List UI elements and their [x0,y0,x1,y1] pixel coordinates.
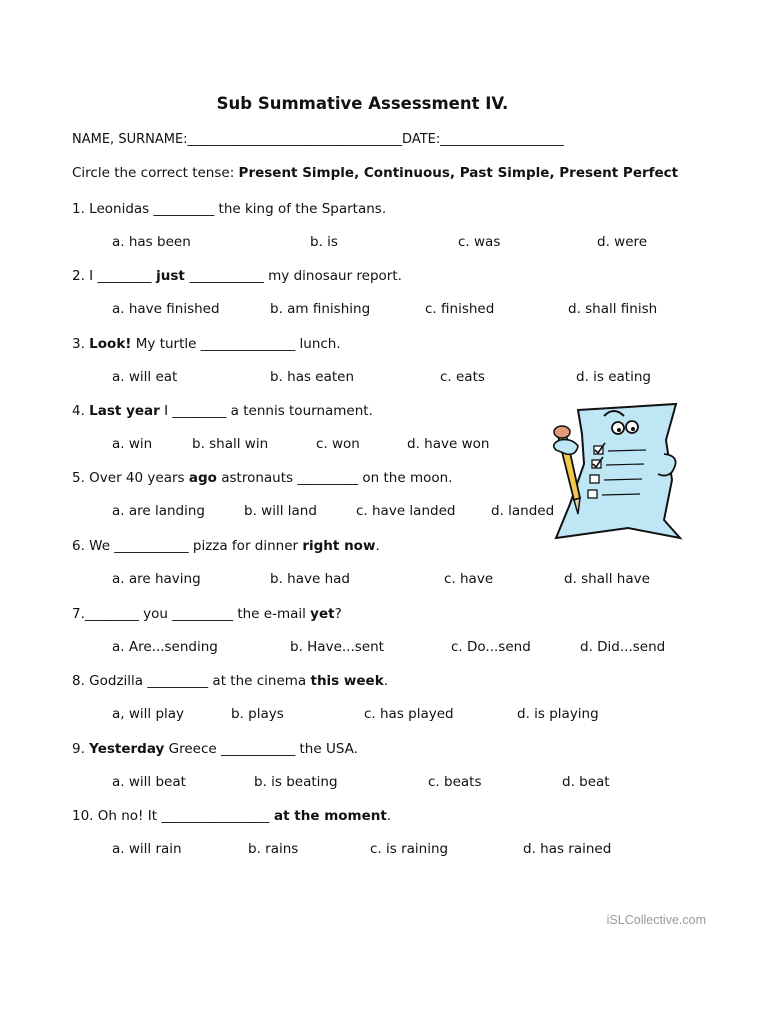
question-text: _________ [297,470,359,486]
question-text: 3. [72,336,90,352]
question-text: ___________ [189,268,264,284]
question-text: the king of the Spartans. [214,201,387,217]
question-text: _________ [153,201,215,217]
question-text: ________ [84,606,139,622]
answer-option-c[interactable]: c. is raining [370,841,449,857]
answer-option-d[interactable]: d. is playing [517,706,599,722]
question-text: 8. Godzilla [72,673,148,689]
question-text: . [375,538,380,554]
question-9 [72,741,358,757]
question-text: Greece [164,741,221,757]
answer-option-b[interactable]: b. plays [231,706,284,722]
answer-option-d[interactable]: d. Did...send [580,639,666,655]
answer-option-d[interactable]: d. shall finish [568,301,658,317]
answer-option-d[interactable]: d. beat [562,774,610,790]
answer-option-a[interactable]: a. Are...sending [112,639,218,655]
answer-option-b[interactable]: b. is [310,234,338,250]
question-text: 9. [72,741,90,757]
question-keyword: ago [188,470,217,486]
question-8 [72,673,388,689]
question-text: My turtle [131,336,201,352]
answer-option-c[interactable]: c. finished [425,301,495,317]
question-text: ________ [97,268,152,284]
question-text: the USA. [295,741,358,757]
answer-option-d[interactable]: d. has rained [523,841,612,857]
answer-option-c[interactable]: c. has played [364,706,454,722]
answer-option-c[interactable]: c. beats [428,774,482,790]
instruction [72,165,678,181]
answer-option-c[interactable]: c. have landed [356,503,456,519]
question-text: I [159,403,173,419]
checklist-paper-character-with-pencil-icon [548,400,690,542]
question-text: pizza for dinner [188,538,303,554]
question-text: ________ [172,403,227,419]
answer-option-a[interactable]: a. are having [112,571,201,587]
question-text: 4. [72,403,90,419]
answer-option-c[interactable]: c. Do...send [451,639,531,655]
name-label: NAME, SURNAME: [72,132,188,147]
question-keyword: right now [302,538,376,554]
date-label: DATE: [402,132,441,147]
date-blank: ___________________ [440,132,564,147]
question-6 [72,538,380,554]
question-text: at the cinema [208,673,311,689]
question-keyword: Last year [89,403,160,419]
question-4 [72,403,373,419]
question-keyword: at the moment [269,808,387,824]
name-blank: _________________________________ [187,132,403,147]
question-text: 2. I [72,268,98,284]
answer-option-b[interactable]: b. have had [270,571,350,587]
answer-option-c[interactable]: c. eats [440,369,485,385]
answer-option-c[interactable]: c. have [444,571,494,587]
question-text: 10. Oh no! It [72,808,162,824]
question-text: 7. [72,606,85,622]
answer-option-b[interactable]: b. is beating [254,774,338,790]
answer-option-a[interactable]: a. will beat [112,774,186,790]
question-text: 1. Leonidas [72,201,154,217]
question-text: 5. Over 40 years [72,470,189,486]
question-keyword: Look! [89,336,132,352]
question-text: astronauts [216,470,298,486]
answer-option-d[interactable]: d. landed [491,503,555,519]
answer-option-a[interactable]: a. win [112,436,153,452]
question-keyword: yet [310,606,335,622]
answer-option-c[interactable]: c. won [316,436,360,452]
answer-option-b[interactable]: b. shall win [192,436,269,452]
answer-option-b[interactable]: b. am finishing [270,301,371,317]
question-text: ? [334,606,342,622]
answer-option-a[interactable]: a. have finished [112,301,220,317]
answer-option-b[interactable]: b. will land [244,503,317,519]
question-text: _________ [172,606,234,622]
question-keyword: this week [310,673,384,689]
answer-option-a[interactable]: a. are landing [112,503,206,519]
instruction-tenses: Present Simple, Continuous, Past Simple, Present Perfect [238,165,679,181]
question-text: ___________ [114,538,189,554]
question-text: my dinosaur report. [263,268,402,284]
question-2 [72,268,402,284]
instruction-prefix: Circle the correct tense: [72,165,239,181]
answer-option-a[interactable]: a. will eat [112,369,178,385]
page-title: Sub Summative Assessment IV. [216,94,509,113]
answer-option-b[interactable]: b. Have...sent [290,639,384,655]
question-keyword: Yesterday [89,741,165,757]
answer-option-a[interactable]: a. has been [112,234,191,250]
question-text: you [138,606,173,622]
question-3 [72,336,341,352]
footer-watermark: iSLCollective.com [606,913,706,927]
question-keyword: just [151,268,190,284]
question-text: _________ [147,673,209,689]
question-text: ________________ [161,808,270,824]
question-text: lunch. [295,336,341,352]
question-7 [72,606,342,622]
question-10 [72,808,391,824]
question-text: 6. We [72,538,115,554]
answer-option-b[interactable]: b. has eaten [270,369,355,385]
answer-option-b[interactable]: b. rains [248,841,299,857]
question-text: . [386,808,392,824]
question-text: the e-mail [233,606,311,622]
answer-option-d[interactable]: d. have won [407,436,490,452]
answer-option-d[interactable]: d. is eating [576,369,651,385]
answer-option-c[interactable]: c. was [458,234,501,250]
question-5 [72,470,452,486]
answer-option-a[interactable]: a. will rain [112,841,182,857]
question-text: a tennis tournament. [226,403,373,419]
question-text: . [383,673,388,689]
answer-option-d[interactable]: d. shall have [564,571,650,587]
question-text: on the moon. [358,470,453,486]
question-1 [72,201,386,217]
answer-option-a[interactable]: a, will play [112,706,185,722]
question-text: ___________ [220,741,296,757]
answer-option-d[interactable]: d. were [597,234,648,250]
name-date-row [72,132,564,147]
question-text: ______________ [200,336,296,352]
